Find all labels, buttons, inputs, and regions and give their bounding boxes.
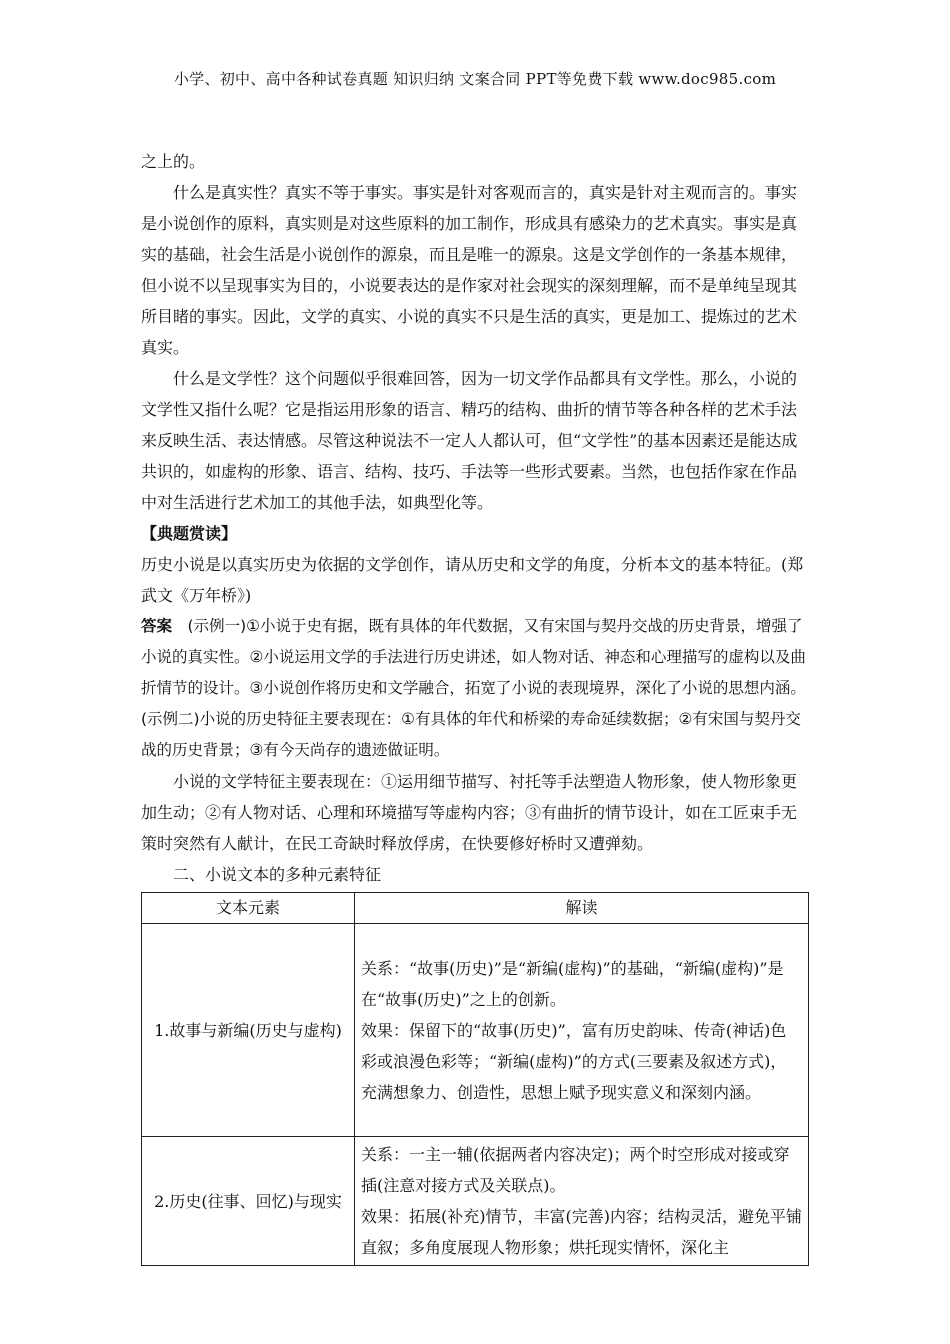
section-2-title: 二、小说文本的多种元素特征: [173, 865, 382, 884]
relation-text: 关系：一主一辅(依据两者内容决定)；两个时空形成对接或穿插(注意对接方式及关联点)。: [361, 1145, 790, 1195]
table-cell-interpretation: [355, 924, 809, 1137]
table-cell-interpretation: [355, 1137, 809, 1266]
table-row: [142, 924, 809, 1137]
table-cell-element: 1.故事与新编(历史与虚构): [142, 924, 355, 1137]
paragraph-literariness: 什么是文学性？这个问题似乎很难回答，因为一切文学作品都具有文学性。那么，小说的文学性又指什么呢？它是指运用形象的语言、精巧的结构、曲折的情节等各种各样的艺术手法来反映生活、表达情感。尽管这种说法不一定人人都认可，但“文学性”的基本因素还是能达成共识的，如虚构的形象、语言、结构、技巧、手法等一些形式要素。当然，也包括作家在作品中对生活进行艺术加工的其他手法，如典型化等。: [141, 369, 798, 512]
page-header: 小学、初中、高中各种试卷真题 知识归纳 文案合同 PPT等免费下载 www.doc985.com: [173, 70, 777, 88]
document-body: [141, 146, 809, 1266]
answer-label: 答案: [141, 617, 173, 635]
paragraph-continuation: 之上的。: [141, 152, 206, 171]
effect-text: 效果：拓展(补充)情节，丰富(完善)内容；结构灵活，避免平铺直叙；多角度展现人物形象；烘托现实情怀，深化主: [361, 1207, 802, 1257]
table-cell-element: 2.历史(往事、回忆)与现实: [142, 1137, 355, 1266]
section-title-classic-question: 【典题赏读】: [141, 524, 238, 543]
answer-example-1: [141, 611, 809, 704]
table-row: [142, 1137, 809, 1266]
table-header-row: [142, 893, 809, 924]
effect-text: 效果：保留下的“故事(历史)”，富有历史韵味、传奇(神话)色彩或浪漫色彩等；“新编(虚构)”的方式(三要素及叙述方式)，充满想象力、创造性，思想上赋予现实意义和深刻内涵。: [361, 1020, 787, 1102]
answer-literary-features: 小说的文学特征主要表现在：①运用细节描写、衬托等手法塑造人物形象，使人物形象更加生动；②有人物对话、心理和环境描写等虚构内容；③有曲折的情节设计，如在工匠束手无策时突然有人献计，在民工奇缺时释放俘虏，在快要修好桥时又遭弹劾。: [141, 772, 798, 853]
elements-table: [141, 892, 809, 1266]
paragraph-authenticity: 什么是真实性？真实不等于事实。事实是针对客观而言的，真实是针对主观而言的。事实是小说创作的原料，真实则是对这些原料的加工制作，形成具有感染力的艺术真实。事实是真实的基础，社会生活是小说创作的源泉，而且是唯一的源泉。这是文学创作的一条基本规律，但小说不以呈现事实为目的，小说要表达的是作家对社会现实的深刻理解，而不是单纯呈现其所目睹的事实。因此，文学的真实、小说的真实不只是生活的真实，更是加工、提炼过的艺术真实。: [141, 183, 798, 357]
table-header-element: 文本元素: [142, 893, 355, 924]
answer-example-1-text: (示例一)①小说于史有据，既有具体的年代数据，又有宋国与契丹交战的历史背景，增强了小说的真实性。②小说运用文学的手法进行历史讲述，如人物对话、神态和心理描写的虚构以及曲折情节的设计。③小说创作将历史和文学融合，拓宽了小说的表现境界，深化了小说的思想内涵。: [141, 617, 806, 697]
answer-example-2: (示例二)小说的历史特征主要表现在：①有具体的年代和桥梁的寿命延续数据；②有宋国与契丹交战的历史背景；③有今天尚存的遗迹做证明。: [141, 710, 801, 759]
relation-text: 关系：“故事(历史)”是“新编(虚构)”的基础，“新编(虚构)”是在“故事(历史)”之上的创新。: [361, 958, 784, 1009]
table-header-interpretation: 解读: [355, 893, 809, 924]
question-text: 历史小说是以真实历史为依据的文学创作，请从历史和文学的角度，分析本文的基本特征。(郑武文《万年桥》): [141, 555, 804, 605]
